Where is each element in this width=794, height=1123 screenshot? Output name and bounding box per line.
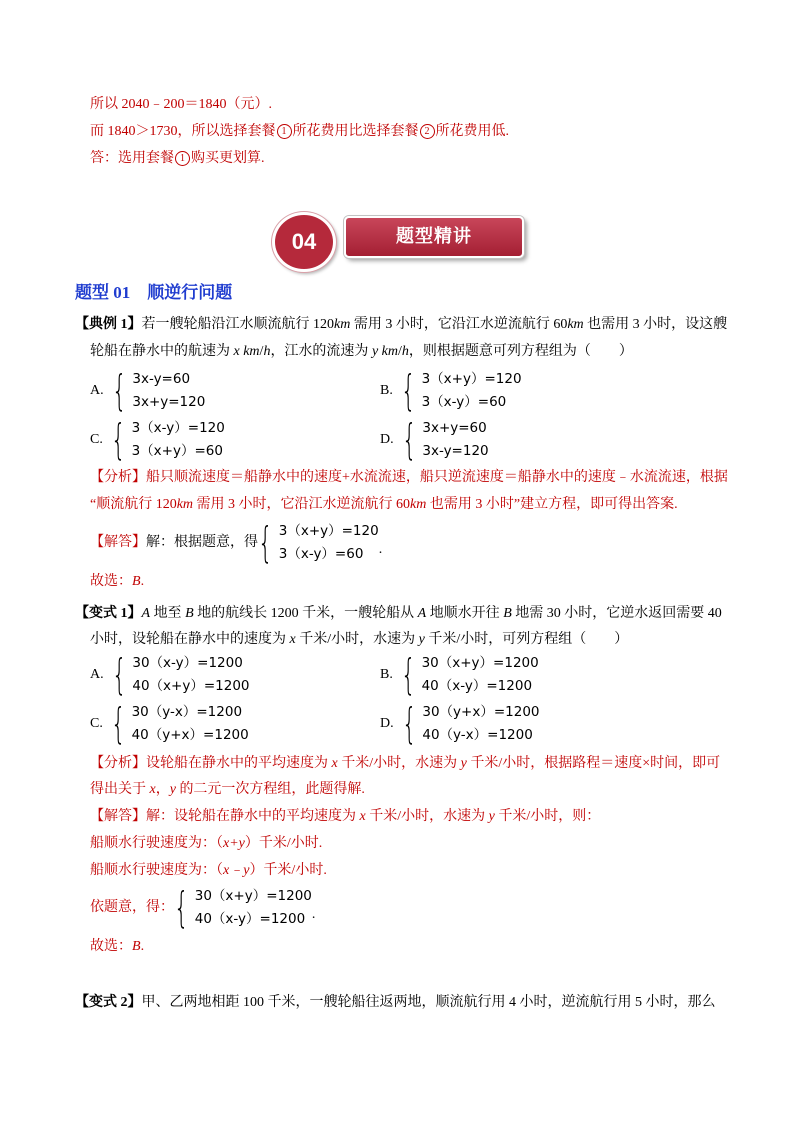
top-line-1: 所以 2040﹣200＝1840（元）. [90,97,272,112]
variant1-analysis-line2: 得出关于 x，y 的二元一次方程组，此题得解. [90,782,365,797]
top-line-3: 答：选用套餐 1 购买更划算. [90,151,265,166]
section-badge [272,212,522,266]
section-title: 题型 01 顺逆行问题 [75,283,233,302]
example1-analysis-line1: 【分析】船只顺流速度＝船静水中的速度+水流流速，船只逆流速度＝船静水中的速度﹣水流流速，根据 [90,470,728,485]
example1-question-line2: 轮船在静水中的航速为 x km/h，江水的流速为 y km/h，则根据题意可列方程组为（ ） [90,344,633,359]
example1-answer: 【解答】 解：根据题意，得 { 3（x+y）=120 3（x-y）=60 . [90,518,383,567]
variant1-option-d[interactable]: D. { 30（y+x）=1200 40（y-x）=1200 [380,699,540,748]
variant1-question-line1: 【变式 1】A 地至 B 地的航线长 1200 千米，一艘轮船从 A 地顺水开往 B 地需 30 小时，它逆水返回需要 40 [75,606,722,621]
variant2-question-line1: 【变式 2】甲、乙两地相距 100 千米，一艘轮船往返两地，顺流航行用 4 小时，逆流航行用 5 小时，那么 [75,995,716,1010]
circled-number-1: 1 [175,151,190,166]
example1-option-d[interactable]: D. { 3x+y=60 3x-y=120 [380,415,489,464]
example1-option-b[interactable]: B. { 3（x+y）=120 3（x-y）=60 [380,366,522,415]
example1-choice: 故选：B. [90,574,145,589]
variant1-option-b[interactable]: B. { 30（x+y）=1200 40（x-y）=1200 [380,650,539,699]
variant1-option-a[interactable]: A. { 30（x-y）=1200 40（x+y）=1200 [90,650,250,699]
variant1-question-line2: 小时，设轮船在静水中的速度为 x 千米/小时，水速为 y 千米/小时，可列方程组（ ） [90,632,629,647]
variant1-answer-line1: 【解答】解：设轮船在静水中的平均速度为 x 千米/小时，水速为 y 千米/小时，则： [90,809,601,824]
variant1-option-c[interactable]: C. { 30（y-x）=1200 40（y+x）=1200 [90,699,249,748]
section-number-badge: 04 [272,212,336,272]
example1-option-c[interactable]: C. { 3（x-y）=120 3（x+y）=60 [90,415,225,464]
example1-option-a[interactable]: A. { 3x-y=60 3x+y=120 [90,366,206,415]
example1-analysis-line2: “顺流航行 120km 需用 3 小时，它沿江水逆流航行 60km 也需用 3 小时”建立方程，即可得出答案. [90,497,678,512]
example1-question-line1: 【典例 1】若一艘轮船沿江水顺流航行 120km 需用 3 小时，它沿江水逆流航行 60km 也需用 3 小时，设这艘 [75,317,728,332]
variant1-downstream-speed: 船顺水行驶速度为：（x+y）千米/小时. [90,836,323,851]
variant1-upstream-speed: 船顺水行驶速度为：（x﹣y）千米/小时. [90,863,327,878]
circled-number-2: 2 [420,124,435,139]
variant1-answer-system: 依题意，得： { 30（x+y）=1200 40（x-y）=1200 . [90,883,316,932]
section-heading-banner: 题型精讲 [344,216,524,258]
variant1-analysis-line1: 【分析】设轮船在静水中的平均速度为 x 千米/小时，水速为 y 千米/小时，根据路程＝速度×时间，即可 [90,756,721,771]
circled-number-1: 1 [277,124,292,139]
variant1-choice: 故选：B. [90,939,145,954]
top-line-2: 而 1840＞1730，所以选择套餐 1 所花费用比选择套餐 2 所花费用低. [90,124,509,139]
